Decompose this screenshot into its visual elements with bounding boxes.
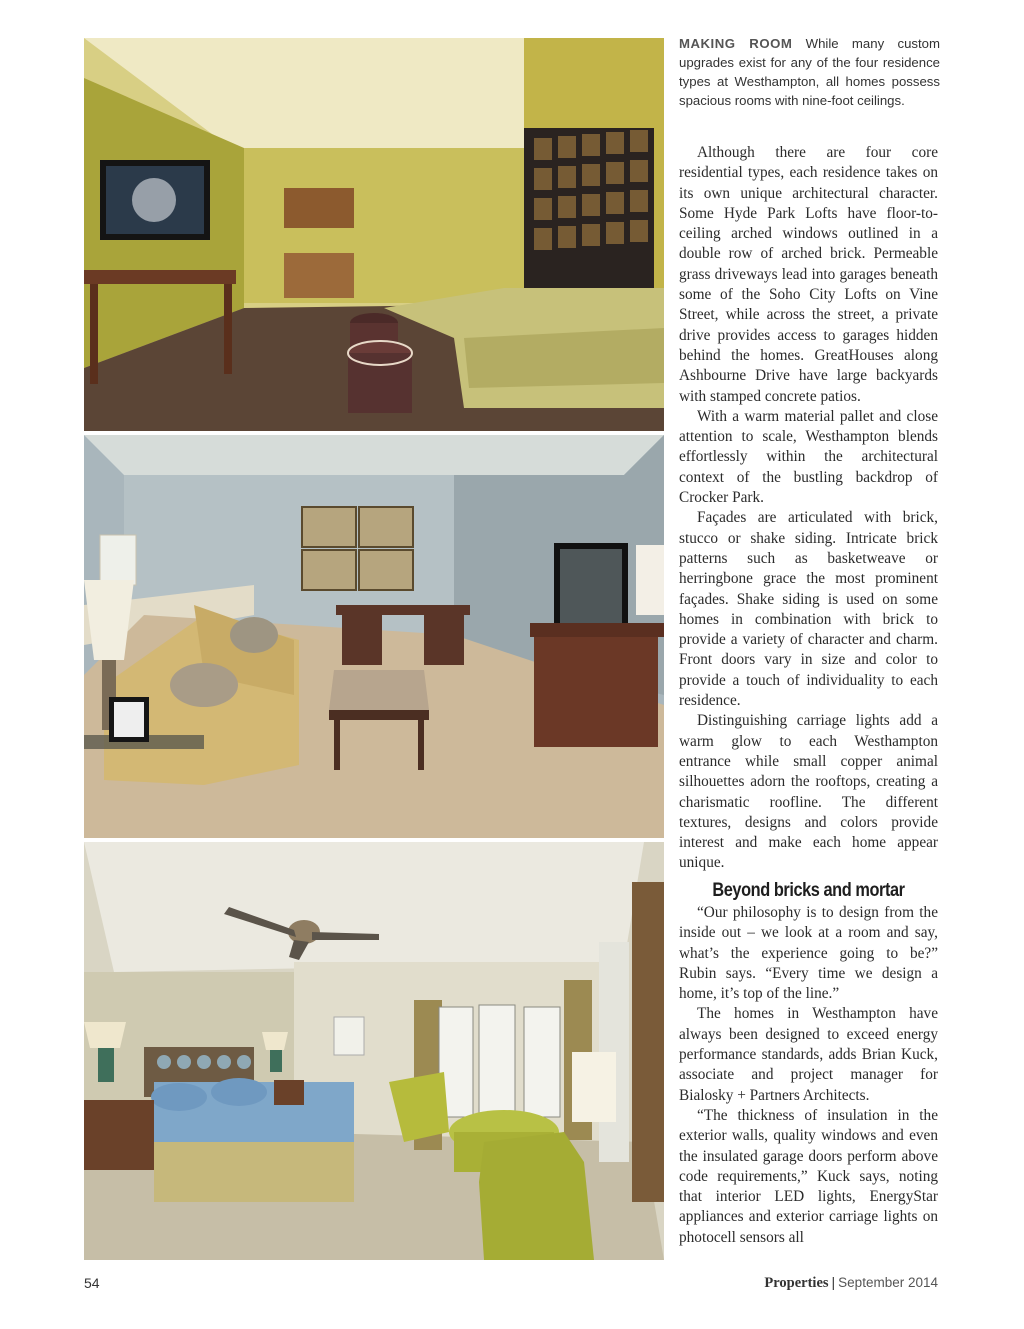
photo-bedroom (84, 842, 664, 1260)
footer-masthead (764, 1274, 938, 1292)
article-paragraph: Although there are four core residential types, each residence takes on its own unique architectural character. Some Hyde Park Lofts have floor-to-ceiling arched windows outlined in a double row of arched brick. Permeable grass driveways lead into garages beneath some of the Soho City Lofts on Vine Street, while across the street, a private drive provides access to garages hidden behind the homes. GreatHouses along Ashbourne Drive have large backyards with stamped concrete patios. (679, 144, 938, 405)
photo-caption (679, 34, 940, 110)
article-paragraph: “The thickness of insulation in the exterior walls, quality windows and even the insulated garage doors perform above code requirements,” Kuck says, noting that interior LED lights, EnergyStar appliances and exterior carriage lights on photocell sensors all (679, 1106, 938, 1246)
media-room-illustration (84, 38, 664, 431)
article-paragraph: The homes in Westhampton have always been designed to exceed energy performance standards, adds Brian Kuck, associate and project manager for Bialosky + Partners Architects. (679, 1005, 938, 1104)
photo-media-room (84, 38, 664, 431)
bedroom-illustration (84, 842, 664, 1260)
page-number: 54 (84, 1275, 100, 1291)
section-subhead: Beyond bricks and mortar (712, 879, 905, 901)
issue-date: September 2014 (838, 1275, 938, 1290)
article-body (679, 143, 938, 1248)
article-paragraph: Façades are articulated with brick, stucco or shake siding. Intricate brick patterns such as basketweave or herringbone grace the most prominent façades. Shake siding is used on some homes in combination with brick to provide a variety of character and charm. Front doors vary in size and color to provide a touch of individuality to each residence. (679, 509, 938, 710)
footer-separator: | (831, 1274, 836, 1290)
magazine-name: Properties (764, 1275, 829, 1291)
loft-room-illustration (84, 435, 664, 838)
article-paragraph: “Our philosophy is to design from the inside out – we look at a room and say, what’s the experience going to be?” Rubin says. “Every time we design a home, it’s top of the line.” (679, 903, 938, 1003)
photo-loft-living-room (84, 435, 664, 838)
caption-kicker: MAKING ROOM (679, 36, 793, 51)
article-paragraph: With a warm material pallet and close attention to scale, Westhampton blends effortlessly within the architectural context of the bustling backdrop of Crocker Park. (679, 407, 938, 507)
caption-text: While many custom upgrades exist for any of the four residence types at Westhampton, all homes possess spacious rooms with nine-foot ceilings. (679, 36, 940, 108)
article-paragraph: Distinguishing carriage lights add a warm glow to each Westhampton entrance while small copper animal silhouettes adorn the rooftops, creating a charismatic roofline. The different textures, designs and colors provide interest and make each home appear unique. (679, 712, 938, 872)
